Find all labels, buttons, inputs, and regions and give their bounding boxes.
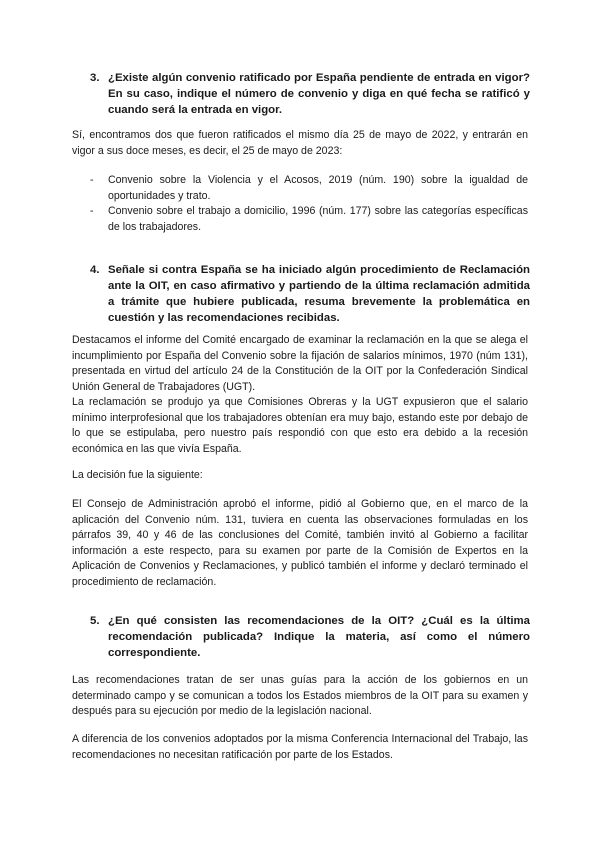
bullet-dash: - <box>90 174 94 186</box>
list-item-text: Convenio sobre la Violencia y el Acosos, 2019 (núm. 190) sobre la igualdad de oportunidades y trato. <box>108 174 528 202</box>
list-item <box>90 204 528 235</box>
answer-4-paragraph-3: La decisión fue la siguiente: <box>72 469 203 481</box>
question-3 <box>90 70 530 118</box>
answer-4-paragraph-1: Destacamos el informe del Comité encargado de examinar la reclamación en la que se alega el incumplimiento por España del Convenio sobre la fijación de salarios mínimos, 1970 (núm 131), presentada en virtud del artículo 24 de la Constitución de la OIT por la Confederación Sindical Unión General de Trabajadores (UGT). <box>72 334 528 393</box>
question-3-number: 3. <box>90 72 100 84</box>
question-5 <box>90 613 530 661</box>
question-4-number: 4. <box>90 264 100 276</box>
answer-3-paragraph: Sí, encontramos dos que fueron ratificados el mismo día 25 de mayo de 2022, y entrarán en vigor a sus doce meses, es decir, el 25 de mayo de 2023: <box>72 129 528 157</box>
question-3-text: ¿Existe algún convenio ratificado por España pendiente de entrada en vigor? En su caso, indique el número de convenio y diga en qué fecha se ratificó y cuando será la entrada en vigor. <box>108 72 530 116</box>
bullet-dash: - <box>90 205 94 217</box>
convention-list <box>90 173 528 235</box>
question-4-text: Señale si contra España se ha iniciado algún procedimiento de Reclamación ante la OIT, en caso afirmativo y partiendo de la última reclamación admitida a trámite que hubiere publicada, resuma brevemente la problemática en cuestión y las recomendaciones recibidas. <box>108 264 530 324</box>
question-5-text: ¿En qué consisten las recomendaciones de la OIT? ¿Cuál es la última recomendación publicada? Indique la materia, así como el número correspondiente. <box>108 615 530 659</box>
question-4 <box>90 262 530 326</box>
question-5-number: 5. <box>90 615 100 627</box>
answer-4-paragraph-2: La reclamación se produjo ya que Comisiones Obreras y la UGT expusieron que el salario mínimo interprofesional que los trabajadores obtenían era muy bajo, estando este por debajo de lo que se estipulaba, pero nuestro país respondió con que esto era debido a la recesión económica en las que vivía España. <box>72 396 528 455</box>
list-item-text: Convenio sobre el trabajo a domicilio, 1996 (núm. 177) sobre las categorías específicas de los trabajadores. <box>108 205 528 233</box>
list-item <box>90 173 528 204</box>
answer-5-paragraph-1: Las recomendaciones tratan de ser unas guías para la acción de los gobiernos en un determinado campo y se comunican a todos los Estados miembros de la OIT para su examen y después para su ejecución por medio de la legislación nacional. <box>72 674 528 717</box>
answer-5-paragraph-2: A diferencia de los convenios adoptados por la misma Conferencia Internacional del Trabajo, las recomendaciones no necesitan ratificación por parte de los Estados. <box>72 733 528 761</box>
answer-4-paragraph-4: El Consejo de Administración aprobó el informe, pidió al Gobierno que, en el marco de la aplicación del Convenio núm. 131, tuviera en cuenta las observaciones formuladas en los párrafos 39, 40 y 46 de las conclusiones del Comité, también invitó al Gobierno a facilitar información a este respecto, para su examen por parte de la Comisión de Expertos en la Aplicación de Convenios y Reclamaciones, y publicó también el informe y declaró terminado el procedimiento de reclamación. <box>72 498 528 588</box>
